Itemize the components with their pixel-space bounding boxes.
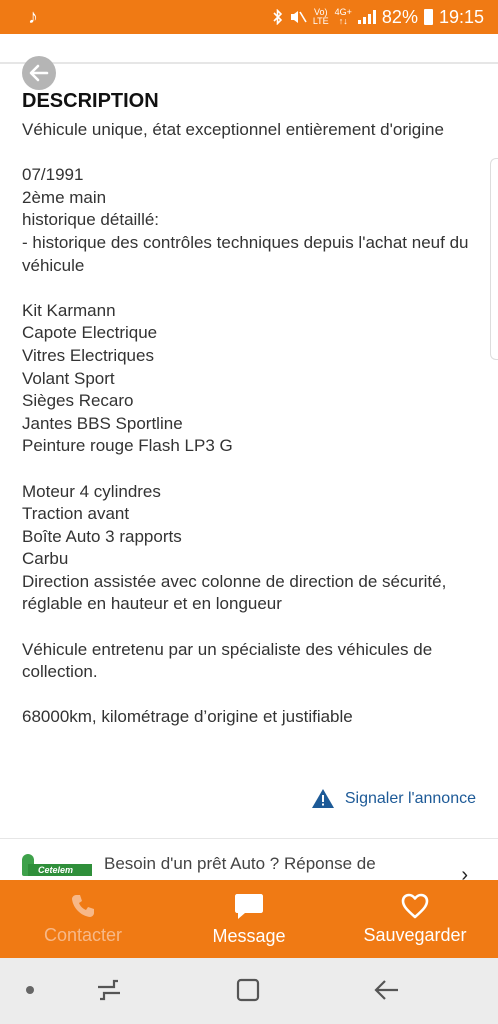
network-type-indicator: 4G+ ↑↓ [334, 7, 352, 26]
arrow-left-icon [28, 62, 50, 84]
warning-icon [311, 788, 335, 809]
description-paragraph: Véhicule entretenu par un spécialiste des véhicules de collection. [22, 639, 433, 682]
contact-label: Contacter [43, 924, 123, 945]
header-strip [0, 34, 498, 64]
divider [0, 838, 498, 839]
signal-strength-icon [358, 10, 376, 24]
back-nav-icon[interactable] [374, 978, 400, 1002]
report-listing-link[interactable] [311, 788, 476, 809]
description-paragraph: Kit Karmann Capote Electrique Vitres Electriques Volant Sport Sièges Recaro Jantes BBS Sportline Peinture rouge Flash LP3 G [22, 300, 233, 456]
report-listing-label: Signaler l'annonce [344, 789, 476, 807]
description-paragraph: Moteur 4 cylindres Traction avant Boîte Auto 3 rapports Carbu Direction assistée avec colonne de direction de sécurité, réglable en hauteur et en longueur [22, 481, 447, 614]
section-title: DESCRIPTION [22, 90, 159, 112]
recent-apps-icon[interactable] [96, 978, 122, 1002]
promo-text: Besoin d'un prêt Auto ? Réponse de [104, 854, 376, 873]
cetelem-logo [22, 850, 92, 876]
loan-promo-banner[interactable] [22, 850, 478, 880]
status-icons [273, 7, 484, 28]
bluetooth-icon [273, 9, 283, 25]
message-button[interactable] [166, 880, 332, 958]
status-bar [0, 0, 498, 34]
chevron-right-icon: › [461, 864, 468, 880]
description-paragraph: Véhicule unique, état exceptionnel entièrement d'origine [22, 120, 444, 139]
mute-icon [289, 9, 307, 25]
home-icon[interactable] [236, 978, 260, 1002]
scroll-indicator[interactable] [490, 158, 498, 360]
description-paragraph: 68000km, kilométrage d’origine et justifiable [22, 707, 353, 727]
phone-icon [70, 893, 96, 919]
back-button[interactable] [22, 56, 56, 90]
message-label: Message [212, 925, 286, 946]
save-button[interactable] [332, 880, 498, 958]
music-note-icon: ♪ [28, 5, 38, 28]
clock: 19:15 [438, 6, 484, 27]
save-label: Sauvegarder [363, 924, 467, 945]
cetelem-logo-text: Cetelem [28, 864, 92, 876]
description-text [22, 119, 482, 729]
bottom-action-bar [0, 880, 498, 958]
battery-percent: 82% [381, 6, 418, 27]
nav-dot-icon[interactable] [26, 986, 34, 994]
chat-bubble-icon [234, 892, 264, 920]
system-navigation-bar [0, 958, 498, 1024]
heart-icon [401, 893, 429, 919]
description-section [22, 90, 482, 729]
contact-button[interactable] [0, 880, 166, 958]
volte-indicator: Vo) LTE [312, 7, 329, 26]
battery-icon [424, 9, 433, 25]
description-paragraph: 07/1991 2ème main historique détaillé: - historique des contrôles techniques depuis l'achat neuf du véhicule [22, 165, 469, 275]
